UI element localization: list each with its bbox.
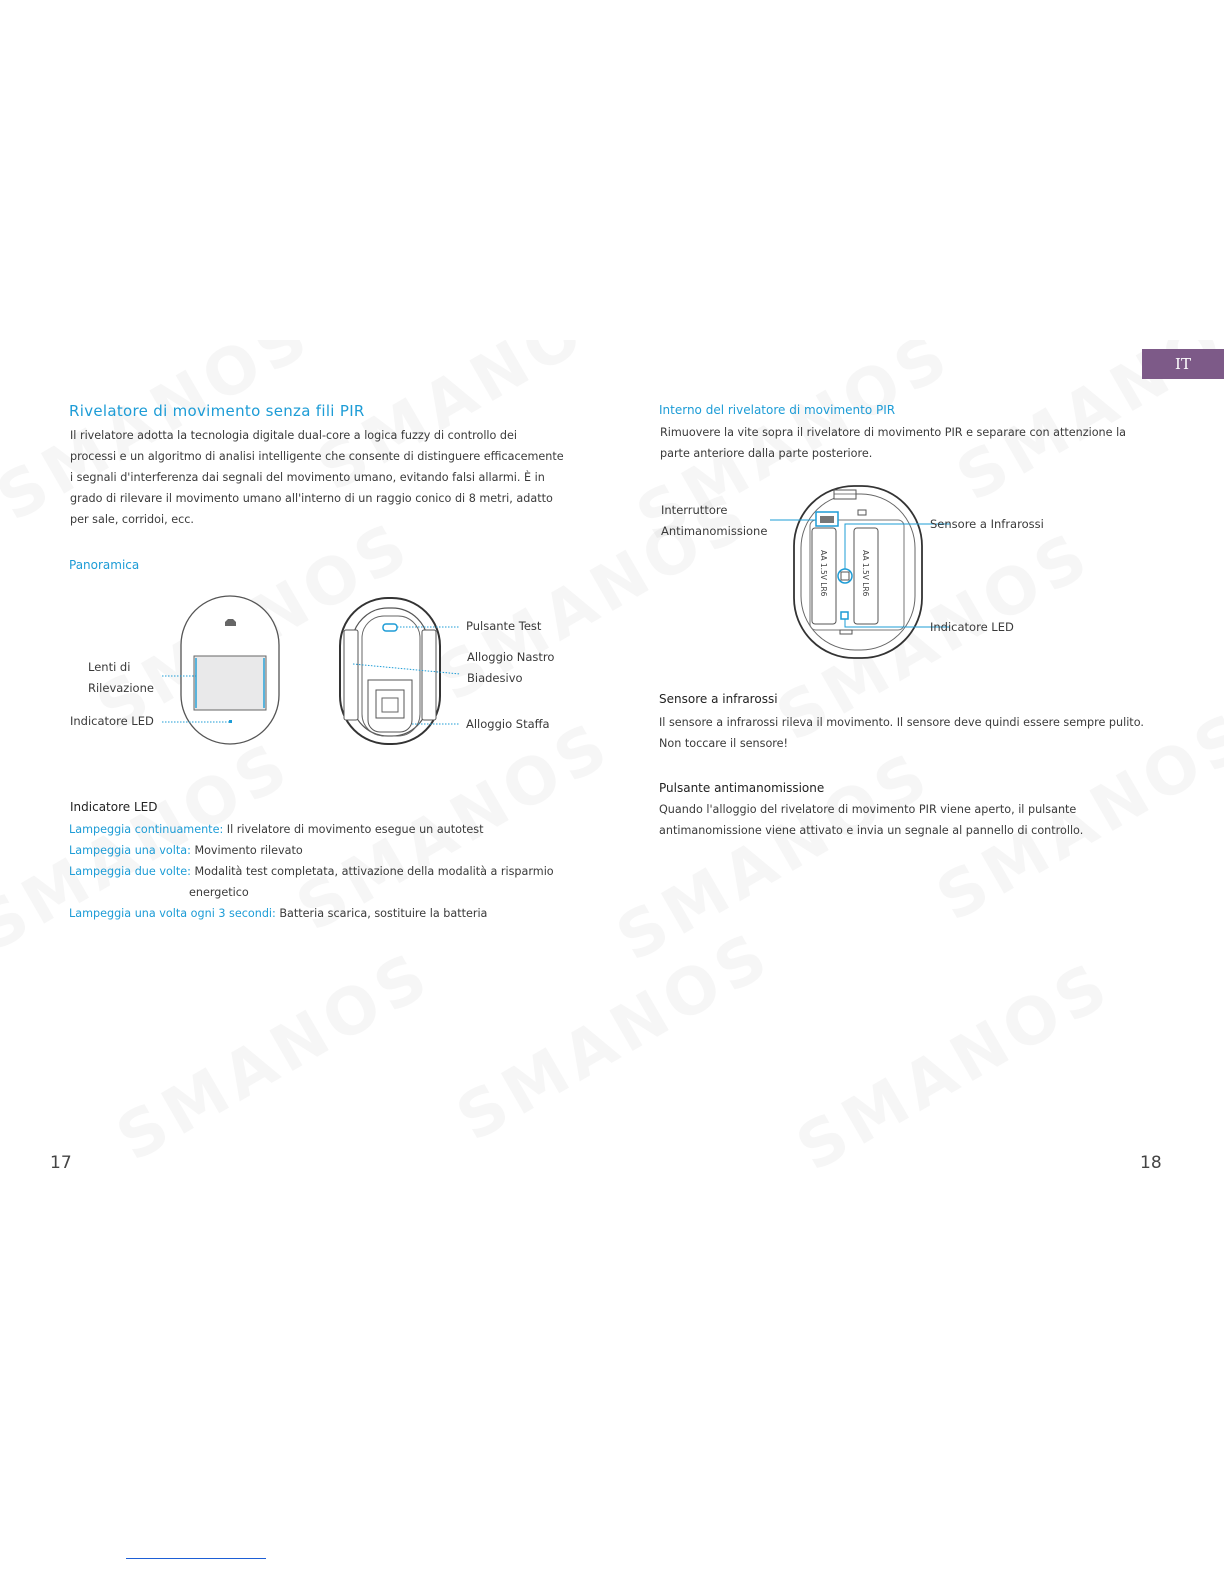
led-row-desc: Modalità test completata, attivazione della modalità a risparmio	[194, 865, 554, 878]
ir-section-heading: Sensore a infrarossi	[659, 692, 778, 706]
led-row-desc: Batteria scarica, sostituire la batteria	[279, 907, 488, 920]
led-row-key: Lampeggia una volta:	[69, 844, 191, 857]
led-row	[69, 840, 589, 861]
led-list	[69, 819, 589, 924]
label-lens	[88, 657, 154, 699]
page-number-left: 17	[50, 1153, 72, 1173]
intro-line: processi e un algoritmo di analisi intelligente che consente di distinguere efficacemente	[70, 450, 564, 463]
label-tape	[467, 647, 554, 689]
tape-slot-left	[344, 630, 358, 720]
led-row-key: Lampeggia due volte:	[69, 865, 191, 878]
test-button	[383, 624, 397, 631]
led-row-desc: Movimento rilevato	[194, 844, 303, 857]
label-test-button: Pulsante Test	[466, 619, 542, 633]
left-page-title: Rivelatore di movimento senza fili PIR	[69, 402, 365, 420]
led-row-key: Lampeggia una volta ogni 3 secondi:	[69, 907, 276, 920]
intro-line: Il rivelatore adotta la tecnologia digitale dual-core a logica fuzzy di controllo dei	[70, 429, 518, 442]
pir-overview-figure	[150, 590, 460, 750]
watermark-text	[445, 918, 785, 1157]
detection-lens	[194, 656, 266, 710]
led-row-key: Lampeggia continuamente:	[69, 823, 224, 836]
intro-line: Rimuovere la vite sopra il rivelatore di movimento PIR e separare con attenzione la	[660, 426, 1127, 439]
label-ir-sensor: Sensore a Infrarossi	[930, 517, 1044, 531]
tamper-text-line: Quando l'alloggio del rivelatore di movimento PIR viene aperto, il pulsante	[659, 803, 1077, 816]
led-row-desc: Il rivelatore di movimento esegue un autotest	[226, 823, 484, 836]
battery-label-right: AA 1.5V LR6	[861, 550, 870, 597]
ir-text-line: Non toccare il sensore!	[659, 737, 789, 750]
label-tamper	[661, 500, 767, 542]
intro-line: i segnali d'interferenza dai segnali del movimento umano, evitando falsi allarmi. È in	[70, 471, 545, 484]
intro-line: parte anteriore dalla parte posteriore.	[660, 447, 873, 460]
language-badge: IT	[1142, 349, 1224, 379]
watermark-text	[785, 948, 1125, 1187]
tamper-section-heading: Pulsante antimanomissione	[659, 781, 825, 795]
label-tamper-line2: Antimanomissione	[661, 524, 768, 538]
led-row	[69, 819, 589, 840]
page-number-right: 18	[1140, 1153, 1162, 1173]
ir-sensor	[838, 569, 852, 583]
led-row-continuation: energetico	[189, 886, 249, 899]
left-intro-paragraph	[70, 425, 590, 530]
led-row	[69, 903, 589, 924]
right-intro-paragraph	[660, 422, 1140, 464]
footer-link-underline	[126, 1558, 266, 1559]
intro-line: grado di rilevare il movimento umano all'interno di un raggio conico di 8 metri, adatto	[70, 492, 553, 505]
intro-line: per sale, corridoi, ecc.	[70, 513, 194, 526]
label-led-inside: Indicatore LED	[930, 620, 1014, 634]
label-bracket: Alloggio Staffa	[466, 717, 550, 731]
led-row	[69, 861, 589, 882]
label-lens-line2: Rilevazione	[88, 681, 154, 695]
overview-heading: Panoramica	[69, 558, 140, 572]
battery-label-left: AA 1.5V LR6	[819, 550, 828, 597]
led-indicator	[841, 612, 848, 619]
label-led-front: Indicatore LED	[70, 714, 154, 728]
tape-slot-right	[422, 630, 436, 720]
ir-section-text	[659, 712, 1159, 754]
label-tape-line2: Biadesivo	[467, 671, 523, 685]
right-page-title: Interno del rivelatore di movimento PIR	[659, 403, 896, 417]
tamper-section-text	[659, 799, 1159, 841]
label-tape-line1: Alloggio Nastro	[467, 650, 555, 664]
watermark-text	[105, 938, 445, 1177]
label-lens-line1: Lenti di	[88, 660, 131, 674]
pir-inside-figure	[770, 484, 950, 662]
tamper-text-line: antimanomissione viene attivato e invia un segnale al pannello di controllo.	[659, 824, 1084, 837]
ir-text-line: Il sensore a infrarossi rileva il movimento. Il sensore deve quindi essere sempre pulito.	[659, 716, 1144, 729]
watermark-text	[605, 738, 945, 977]
led-section-heading: Indicatore LED	[70, 800, 158, 814]
label-tamper-line1: Interruttore	[661, 503, 728, 517]
